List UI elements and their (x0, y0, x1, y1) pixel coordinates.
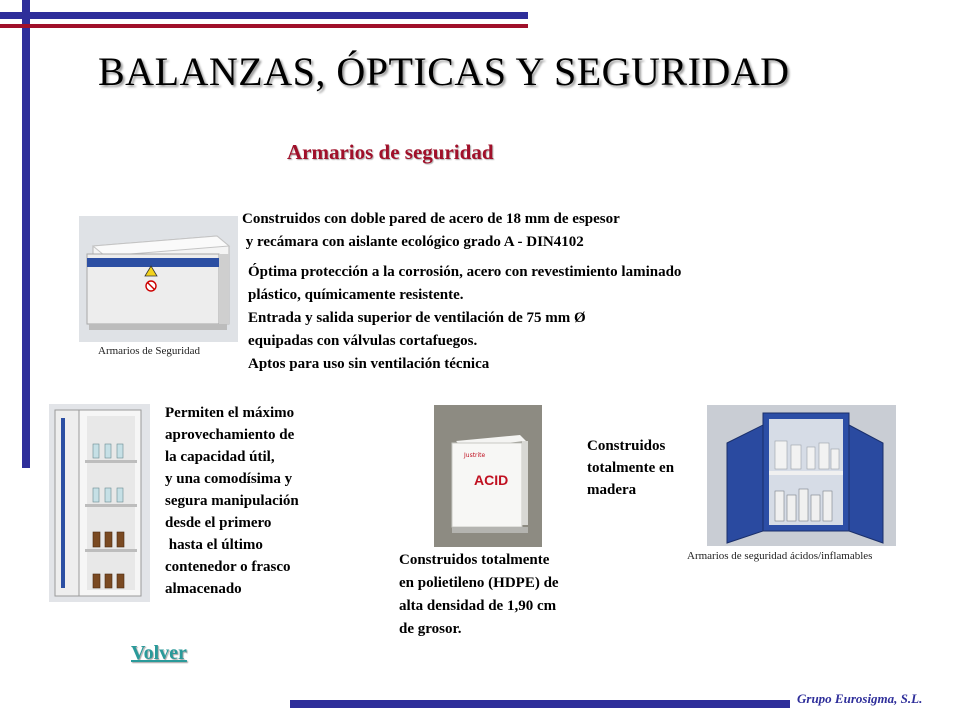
cabinet-photo-tall (49, 404, 150, 602)
text-line: segura manipulación (165, 493, 299, 509)
text-line: Construidos totalmente (399, 552, 550, 568)
cabinet-photo-underbench (79, 216, 238, 342)
text-line: aprovechamiento de (165, 427, 295, 443)
top-accent-bar-blue (0, 12, 528, 19)
text-line: Óptima protección a la corrosión, acero con revestimiento laminado (248, 264, 682, 280)
page-title: BALANZAS, ÓPTICAS Y SEGURIDAD (98, 49, 790, 94)
section-subtitle: Armarios de seguridad (287, 140, 494, 164)
text-block-polyethylene (399, 549, 559, 641)
footer-accent-bar (290, 700, 790, 708)
text-line: Aptos para uso sin ventilación técnica (248, 356, 490, 372)
text-line: madera (587, 482, 637, 498)
top-accent-bar-red (0, 24, 528, 28)
text-line: y una comodísima y (165, 471, 293, 487)
footer-company: Grupo Eurosigma, S.L. (797, 691, 923, 706)
text-line: Permiten el máximo (165, 405, 295, 421)
text-line: Construidos (587, 438, 666, 454)
text-line: en polietileno (HDPE) de (399, 575, 559, 591)
text-block-construction (242, 208, 620, 254)
text-line: plástico, químicamente resistente. (248, 287, 464, 303)
text-line: almacenado (165, 581, 242, 597)
left-accent-bar (22, 0, 30, 468)
text-line: equipadas con válvulas cortafuegos. (248, 333, 478, 349)
text-block-capacity (165, 402, 299, 600)
text-line: desde el primero (165, 515, 272, 531)
text-block-wood (587, 435, 674, 501)
text-line: Entrada y salida superior de ventilación de 75 mm Ø (248, 310, 586, 326)
text-block-features (248, 261, 681, 376)
text-line: alta densidad de 1,90 cm (399, 598, 557, 614)
text-line: y recámara con aislante ecológico grado A - DIN4102 (242, 234, 584, 250)
text-line: de grosor. (399, 621, 462, 637)
text-line: hasta el último (165, 537, 263, 553)
text-line: totalmente en (587, 460, 675, 476)
text-line: Construidos con doble pared de acero de 18 mm de espesor (242, 211, 620, 227)
acid-label: ACID (474, 472, 509, 488)
caption-armarios-seguridad: Armarios de Seguridad (98, 345, 201, 357)
text-line: contenedor o frasco (165, 559, 291, 575)
caption-acids-flammables: Armarios de seguridad ácidos/inflamables (687, 550, 873, 562)
text-line: la capacidad útil, (165, 449, 275, 465)
svg-text:Justrite: Justrite (464, 452, 486, 459)
back-link[interactable]: Volver (131, 642, 187, 664)
cabinet-photo-acids-flammables (707, 405, 896, 546)
cabinet-photo-acid (434, 405, 542, 547)
